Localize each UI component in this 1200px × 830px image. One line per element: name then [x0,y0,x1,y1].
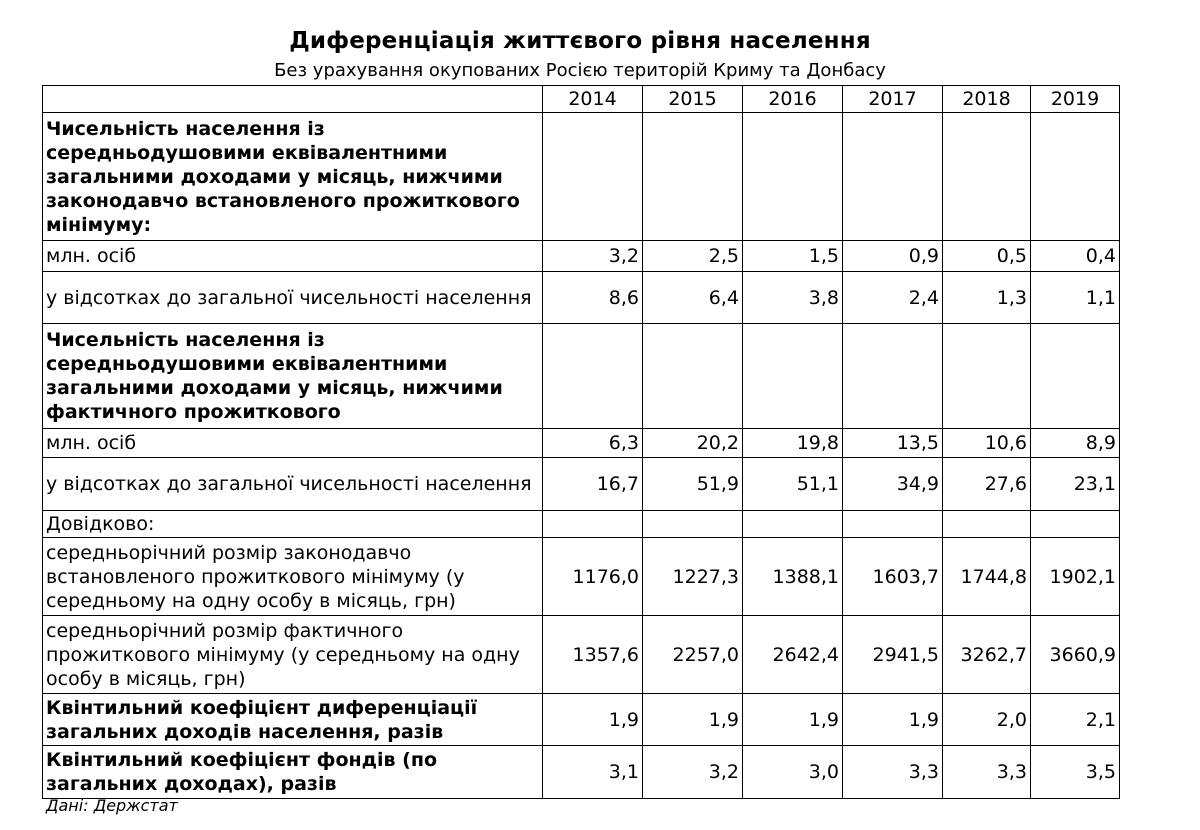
year-header: 2014 [543,86,643,113]
page-subtitle: Без урахування окупованих Росією територій Криму та Донбасу [274,60,886,81]
value-cell: 8,6 [543,272,643,324]
section-heading-row [43,113,1120,241]
value-cell: 16,7 [543,458,643,511]
empty-cell [943,511,1031,538]
row-label: середньорічний розмір законодавчо встановленого прожиткового мінімуму (у середньому на одну особу в місяць, грн) [43,538,543,616]
value-cell: 0,9 [843,241,943,272]
value-cell: 1,3 [943,272,1031,324]
value-cell: 51,9 [643,458,743,511]
value-cell: 51,1 [743,458,843,511]
value-cell: 10,6 [943,429,1031,458]
year-header: 2017 [843,86,943,113]
value-cell: 3,0 [743,746,843,799]
year-header: 2016 [743,86,843,113]
value-cell: 27,6 [943,458,1031,511]
value-cell: 20,2 [643,429,743,458]
header-empty-cell [43,86,543,113]
value-cell: 3,1 [543,746,643,799]
row-label: Квінтильний коефіцієнт диференціації загальних доходів населення, разів [43,694,543,746]
value-cell: 6,3 [543,429,643,458]
value-cell: 1902,1 [1031,538,1120,616]
row-label: у відсотках до загальної чисельності населення [43,272,543,324]
value-cell: 1744,8 [943,538,1031,616]
value-cell: 2,0 [943,694,1031,746]
value-cell: 3,2 [643,746,743,799]
empty-cell [543,511,643,538]
empty-cell [543,324,643,429]
table-row [43,538,1120,616]
row-label: млн. осіб [43,429,543,458]
table-row [43,616,1120,694]
empty-cell [1031,511,1120,538]
value-cell: 2941,5 [843,616,943,694]
empty-cell [543,113,643,241]
empty-cell [943,113,1031,241]
table-row [43,272,1120,324]
value-cell: 1227,3 [643,538,743,616]
value-cell: 2,5 [643,241,743,272]
value-cell: 3,5 [1031,746,1120,799]
value-cell: 1388,1 [743,538,843,616]
table-row [43,429,1120,458]
value-cell: 3262,7 [943,616,1031,694]
table-row [43,458,1120,511]
empty-cell [743,113,843,241]
value-cell: 3,8 [743,272,843,324]
empty-cell [743,511,843,538]
year-header: 2018 [943,86,1031,113]
section-heading-row [43,511,1120,538]
value-cell: 1,9 [843,694,943,746]
value-cell: 2,1 [1031,694,1120,746]
empty-cell [1031,324,1120,429]
value-cell: 1,5 [743,241,843,272]
value-cell: 34,9 [843,458,943,511]
living-standard-table [42,85,1120,799]
empty-cell [843,113,943,241]
page-title: Диференціація життєвого рівня населення [289,28,871,54]
empty-cell [943,324,1031,429]
source-note: Дані: Держстат [46,796,178,815]
empty-cell [643,324,743,429]
empty-cell [1031,113,1120,241]
empty-cell [643,511,743,538]
row-label: у відсотках до загальної чисельності населення [43,458,543,511]
value-cell: 8,9 [1031,429,1120,458]
section-heading-actual-min: Чисельність населення із середньодушовими еквівалентними загальними доходами у місяць, нижчими фактичного прожиткового [43,324,543,429]
value-cell: 1357,6 [543,616,643,694]
year-header: 2015 [643,86,743,113]
value-cell: 3,2 [543,241,643,272]
value-cell: 1,9 [543,694,643,746]
value-cell: 1,9 [643,694,743,746]
value-cell: 23,1 [1031,458,1120,511]
value-cell: 0,5 [943,241,1031,272]
empty-cell [843,324,943,429]
row-label: млн. осіб [43,241,543,272]
value-cell: 3,3 [843,746,943,799]
empty-cell [743,324,843,429]
value-cell: 0,4 [1031,241,1120,272]
value-cell: 3,3 [943,746,1031,799]
value-cell: 19,8 [743,429,843,458]
row-label: середньорічний розмір фактичного прожиткового мінімуму (у середньому на одну особу в місяць, грн) [43,616,543,694]
row-label: Квінтильний коефіцієнт фондів (по загальних доходах), разів [43,746,543,799]
value-cell: 2257,0 [643,616,743,694]
value-cell: 1,1 [1031,272,1120,324]
table-row [43,241,1120,272]
empty-cell [643,113,743,241]
value-cell: 6,4 [643,272,743,324]
section-heading-row [43,324,1120,429]
header-row [43,86,1120,113]
value-cell: 2642,4 [743,616,843,694]
value-cell: 1176,0 [543,538,643,616]
year-header: 2019 [1031,86,1120,113]
value-cell: 1603,7 [843,538,943,616]
table-row [43,746,1120,799]
value-cell: 2,4 [843,272,943,324]
empty-cell [843,511,943,538]
value-cell: 3660,9 [1031,616,1120,694]
value-cell: 13,5 [843,429,943,458]
section-heading-reference: Довідково: [43,511,543,538]
value-cell: 1,9 [743,694,843,746]
table-row [43,694,1120,746]
section-heading-legal-min: Чисельність населення із середньодушовими еквівалентними загальними доходами у місяць, нижчими законодавчо встановленого прожиткового мінімуму: [43,113,543,241]
